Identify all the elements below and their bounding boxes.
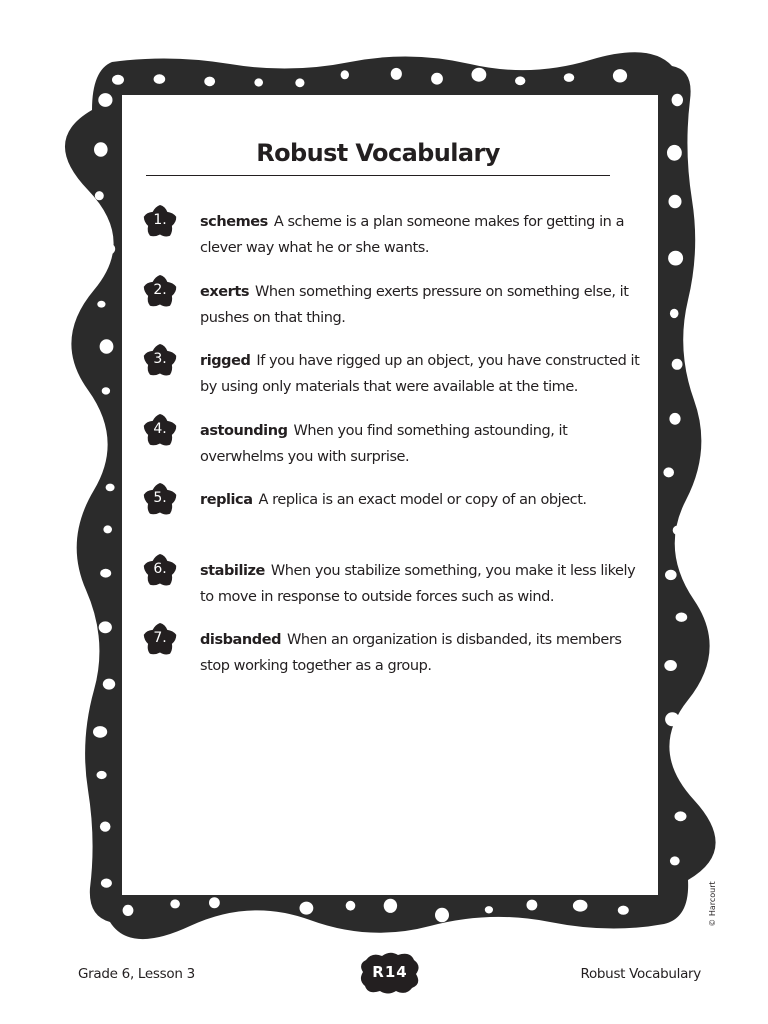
vocab-definition: When something exerts pressure on something else, it pushes on that thing.	[200, 284, 629, 326]
page-number: R14	[372, 963, 408, 981]
frame-dot	[485, 906, 493, 913]
frame-dot	[667, 145, 682, 161]
frame-dot	[573, 900, 588, 912]
frame-dot	[664, 660, 677, 671]
copyright-notice: © Harcourt	[708, 881, 717, 927]
frame-dot	[669, 195, 682, 208]
number-badge	[142, 623, 178, 657]
frame-dot	[618, 906, 629, 915]
frame-dot	[670, 309, 679, 318]
frame-dot	[673, 526, 682, 535]
frame-dot	[95, 436, 105, 445]
frame-dot	[204, 77, 215, 87]
frame-dot	[95, 191, 104, 200]
item-number: 4.	[153, 421, 167, 437]
item-number: 7.	[153, 630, 167, 646]
item-text	[200, 209, 648, 261]
item-text	[200, 279, 648, 331]
frame-dot	[170, 899, 180, 908]
frame-dot	[300, 902, 314, 915]
item-number: 3.	[153, 351, 167, 367]
frame-dot	[256, 911, 266, 921]
frame-dot	[99, 621, 112, 633]
frame-dot	[154, 74, 166, 84]
frame-dot	[112, 75, 124, 85]
frame-dot	[209, 897, 220, 908]
frame-dot	[613, 69, 627, 82]
number-badge	[142, 275, 178, 309]
frame-dot	[665, 570, 677, 580]
frame-dot	[431, 73, 443, 85]
frame-dot	[391, 68, 402, 80]
frame-dot	[675, 811, 687, 821]
vocab-word: exerts	[200, 284, 250, 300]
frame-dot	[97, 301, 105, 308]
item-text	[200, 348, 648, 400]
vocab-word: astounding	[200, 423, 288, 439]
footer-section-title: Robust Vocabulary	[580, 966, 701, 982]
frame-dot	[101, 879, 112, 888]
frame-dot	[103, 679, 115, 690]
frame-dot	[100, 339, 114, 354]
frame-dot	[668, 251, 683, 266]
frame-dot	[98, 93, 112, 107]
frame-dot	[672, 94, 683, 106]
content-panel	[122, 95, 658, 895]
vocab-definition: A scheme is a plan someone makes for getting in a clever way what he or she wants.	[200, 214, 625, 256]
frame-dot	[384, 899, 397, 913]
item-number: 5.	[153, 490, 167, 506]
frame-dot	[93, 726, 107, 738]
vocab-definition: If you have rigged up an object, you have constructed it by using only materials that were available at the time.	[200, 353, 640, 395]
frame-dot	[295, 78, 304, 87]
frame-dot	[102, 387, 110, 394]
frame-dot	[100, 569, 111, 578]
footer-grade-lesson: Grade 6, Lesson 3	[78, 966, 195, 982]
frame-dot	[103, 525, 112, 533]
item-number: 1.	[153, 212, 167, 228]
page-title: Robust Vocabulary	[256, 139, 500, 167]
item-number: 2.	[153, 282, 167, 298]
number-badge	[142, 344, 178, 378]
item-number: 6.	[153, 561, 167, 577]
frame-dot	[675, 763, 684, 771]
frame-dot	[101, 243, 115, 255]
frame-dot	[527, 900, 538, 911]
frame-dot	[123, 905, 134, 916]
item-text	[200, 487, 648, 513]
frame-dot	[676, 613, 688, 622]
number-badge	[142, 205, 178, 239]
frame-dot	[94, 142, 108, 156]
frame-dot	[515, 76, 525, 85]
frame-dot	[100, 822, 111, 832]
number-badge	[142, 414, 178, 448]
vocab-word: stabilize	[200, 563, 265, 579]
vocab-definition: When you stabilize something, you make it less likely to move in response to outside forces such as wind.	[200, 563, 636, 605]
frame-dot	[97, 771, 107, 779]
frame-dot	[106, 484, 115, 492]
frame-dot	[665, 712, 679, 726]
vocab-definition: When you find something astounding, it overwhelms you with surprise.	[200, 423, 568, 465]
title-divider	[146, 175, 610, 176]
item-text	[200, 627, 648, 679]
vocab-definition: A replica is an exact model or copy of an object.	[258, 492, 587, 508]
item-text	[200, 418, 648, 470]
number-badge	[142, 483, 178, 517]
vocab-definition: When an organization is disbanded, its members stop working together as a group.	[200, 632, 622, 674]
vocab-word: disbanded	[200, 632, 282, 648]
frame-dot	[663, 467, 674, 477]
frame-dot	[341, 70, 349, 79]
frame-dot	[254, 78, 263, 86]
frame-dot	[564, 73, 574, 82]
vocab-word: rigged	[200, 353, 251, 369]
frame-dot	[435, 908, 449, 922]
item-text	[200, 558, 648, 610]
frame-dot	[672, 359, 683, 370]
frame-dot	[472, 68, 487, 82]
frame-dot	[346, 901, 356, 911]
vocab-word: replica	[200, 492, 253, 508]
number-badge	[142, 554, 178, 588]
page-number-badge	[358, 950, 422, 996]
vocab-word: schemes	[200, 214, 268, 230]
frame-dot	[669, 413, 680, 425]
frame-dot	[670, 856, 680, 865]
